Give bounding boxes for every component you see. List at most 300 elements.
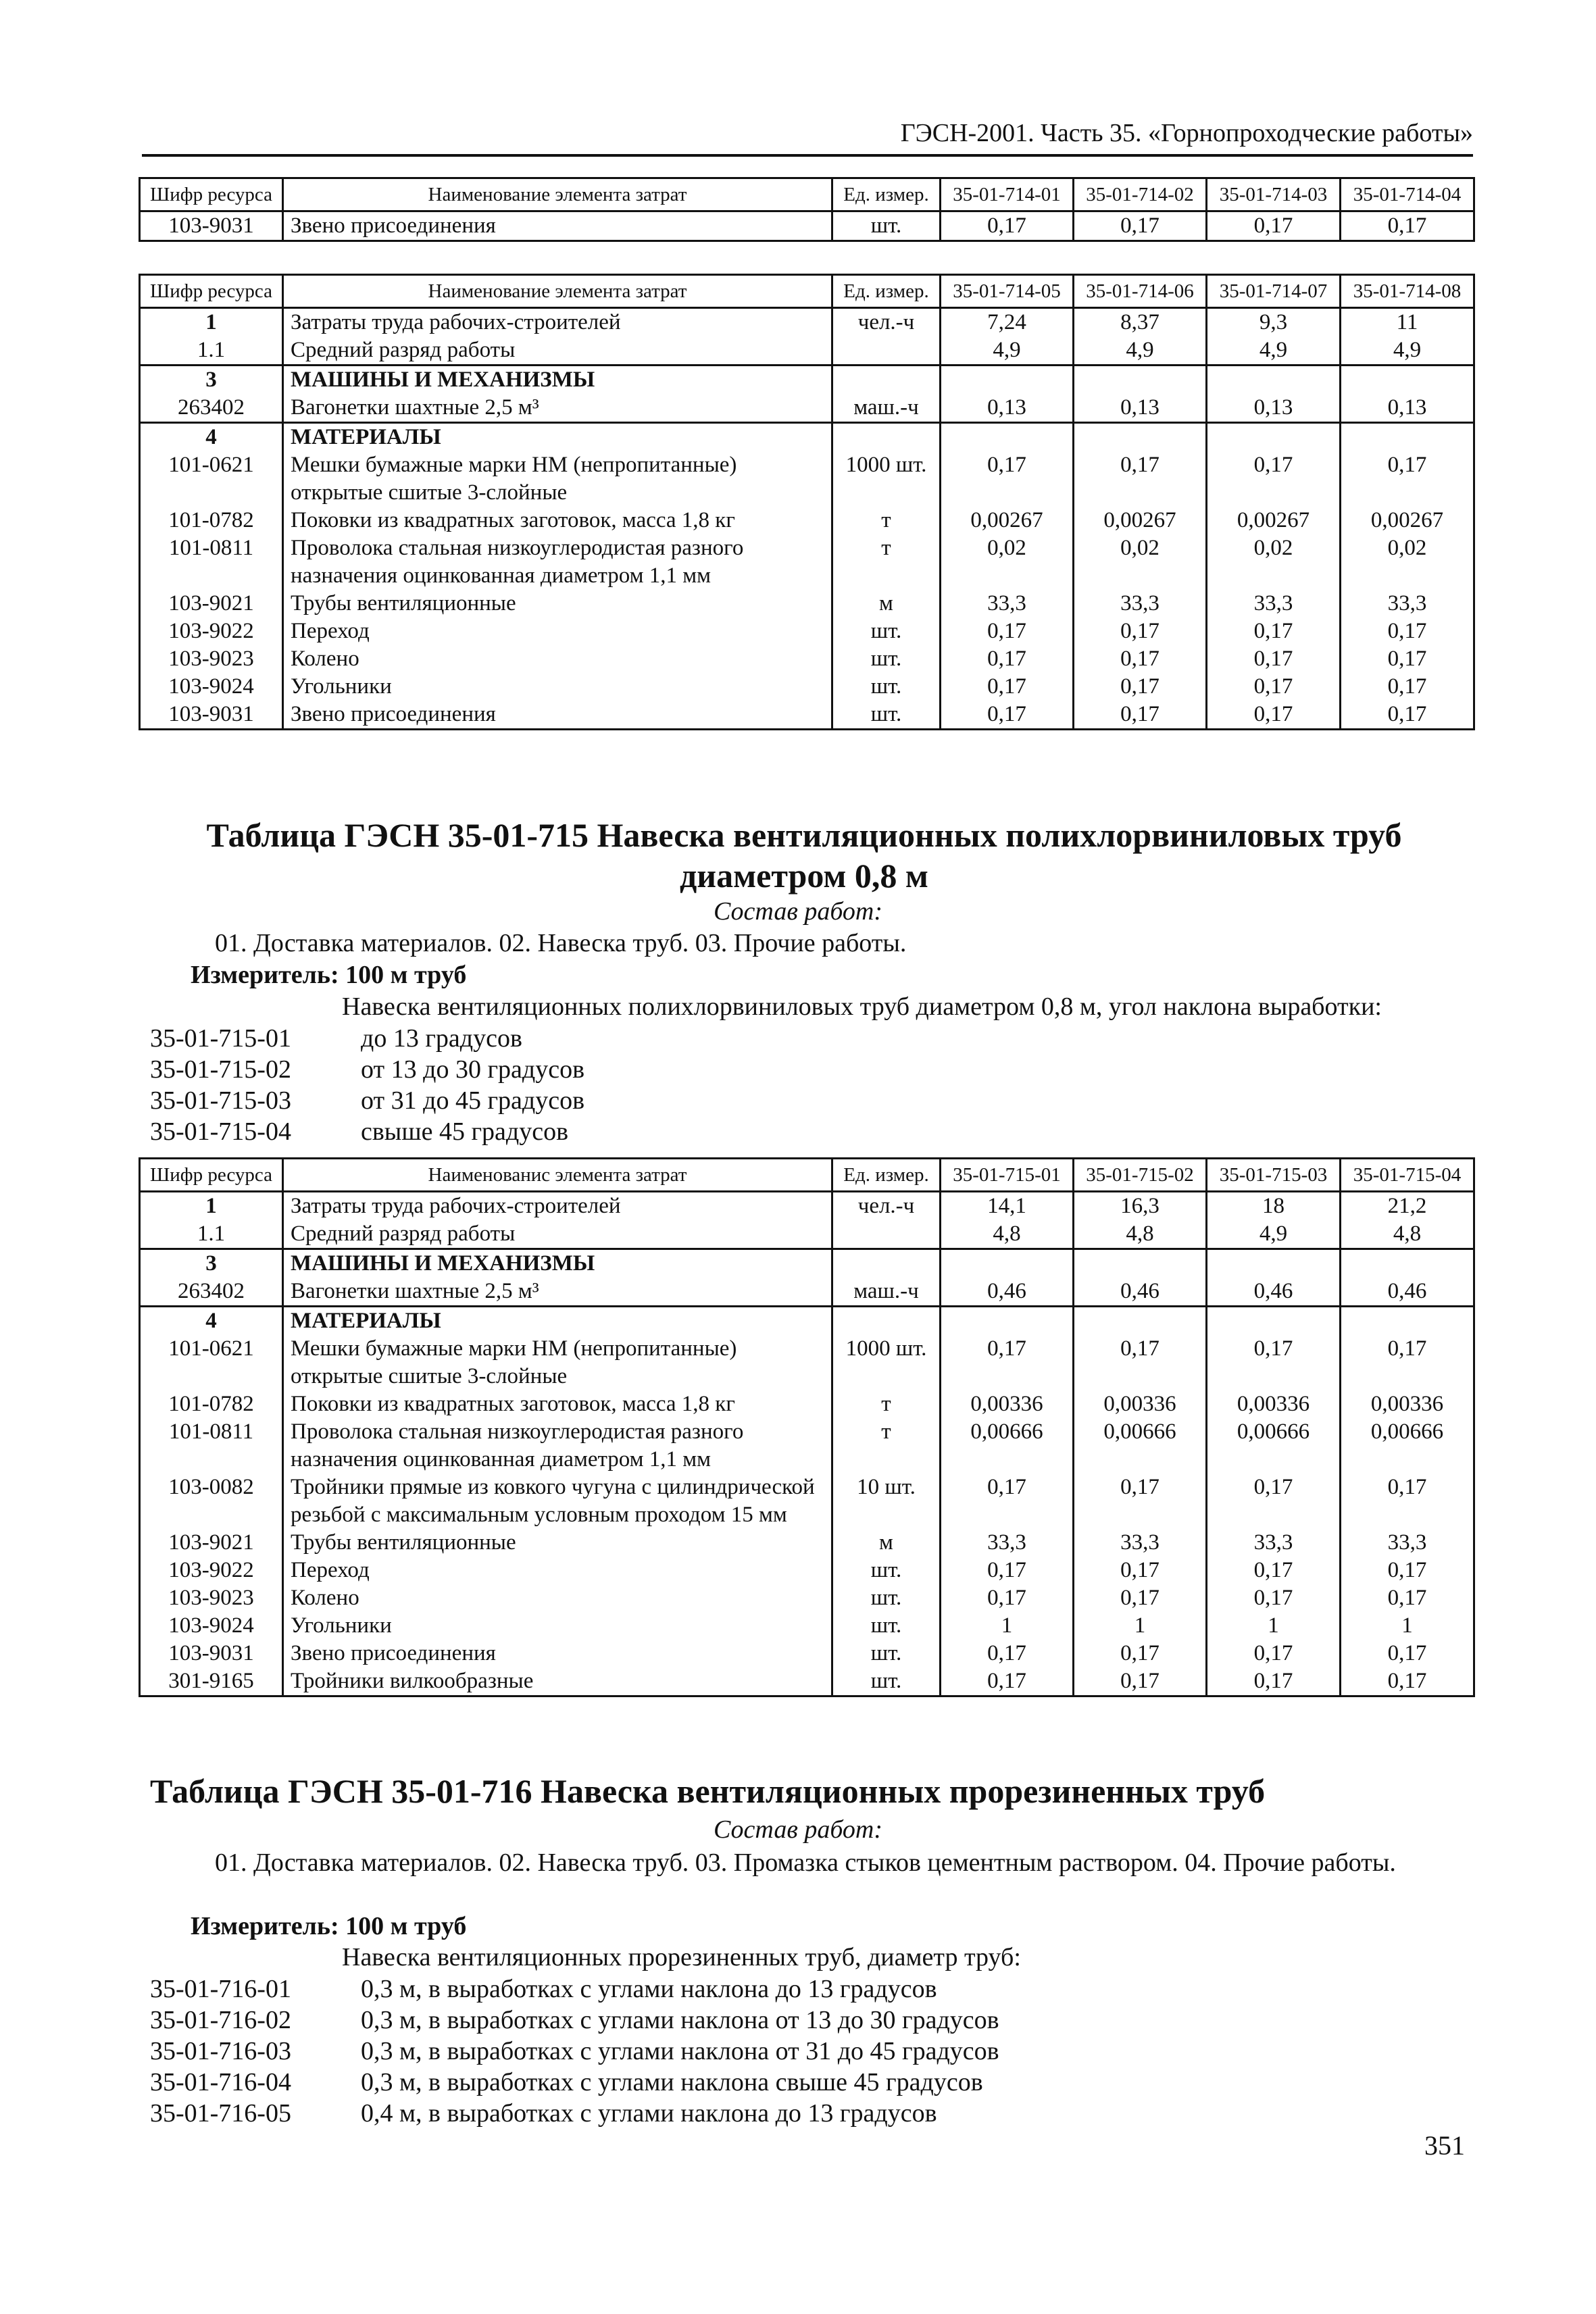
table-cell: шт.: [832, 1557, 941, 1584]
table-cell: 0,17: [941, 451, 1074, 507]
table-cell: 0,00267: [1074, 507, 1207, 534]
table-row: [140, 394, 1474, 423]
table-cell: Колено: [283, 1584, 832, 1612]
table-cell: 0,17: [1074, 618, 1207, 645]
table-cell: [941, 366, 1074, 395]
header-cell: 35-01-715-03: [1207, 1159, 1341, 1192]
header-cell: Шифр ресурса: [140, 1159, 283, 1192]
table-row: [140, 1192, 1474, 1221]
table-cell: 103-9023: [140, 1584, 283, 1612]
header-cell: 35-01-714-02: [1074, 178, 1207, 211]
table-cell: 33,3: [1207, 590, 1341, 618]
table-cell: т: [832, 534, 941, 590]
table-cell: шт.: [832, 673, 941, 701]
table-cell: 0,02: [1207, 534, 1341, 590]
table-cell: Колено: [283, 645, 832, 673]
table-row: [140, 1640, 1474, 1667]
table-cell: 1000 шт.: [832, 451, 941, 507]
item-text: 0,3 м, в выработках с углами наклона от 31 до 45 градусов: [361, 2037, 999, 2065]
table-714-part1: [139, 177, 1475, 242]
table-cell: МАТЕРИАЛЫ: [283, 423, 832, 452]
table-intro: Навеска вентиляционных полихлорвиниловых труб диаметром 0,8 м, угол наклона выработки:: [342, 992, 1382, 1021]
table-cell: [1207, 366, 1341, 395]
table-row: [140, 534, 1474, 590]
code-list-item: [150, 1116, 584, 1147]
table-cell: 21,2: [1341, 1192, 1474, 1221]
item-text: от 13 до 30 градусов: [361, 1055, 585, 1084]
table-cell: 1: [1074, 1612, 1207, 1640]
table-cell: [832, 366, 941, 395]
table-cell: 0,17: [1341, 645, 1474, 673]
table-cell: 0,17: [1207, 1335, 1341, 1390]
header-cell: 35-01-715-04: [1341, 1159, 1474, 1192]
table-cell: [1207, 1249, 1341, 1278]
table-cell: чел.-ч: [832, 308, 941, 337]
table-cell: 4: [140, 1307, 283, 1336]
header-cell: 35-01-714-07: [1207, 275, 1341, 308]
table-cell: [832, 1249, 941, 1278]
table-cell: 0,17: [941, 673, 1074, 701]
table-cell: Затраты труда рабочих-строителей: [283, 308, 832, 337]
table-cell: 4: [140, 423, 283, 452]
table-cell: 0,17: [941, 1335, 1074, 1390]
table-cell: 0,17: [1341, 1474, 1474, 1529]
table-cell: 0,02: [1074, 534, 1207, 590]
table-cell: шт.: [832, 1667, 941, 1696]
table-cell: Поковки из квадратных заготовок, масса 1,8 кг: [283, 1390, 832, 1418]
item-text: до 13 градусов: [361, 1024, 522, 1053]
table-cell: 10 шт.: [832, 1474, 941, 1529]
table-row: [140, 618, 1474, 645]
item-code: 35-01-715-02: [150, 1055, 291, 1084]
table-cell: 0,17: [1341, 211, 1474, 241]
item-code: 35-01-715-03: [150, 1086, 291, 1115]
table-cell: МАШИНЫ И МЕХАНИЗМЫ: [283, 366, 832, 395]
table-cell: 0,13: [941, 394, 1074, 423]
table-cell: [1341, 366, 1474, 395]
table-cell: 263402: [140, 1278, 283, 1307]
table-cell: 0,13: [1207, 394, 1341, 423]
table-cell: 0,17: [941, 1640, 1074, 1667]
table-cell: 103-9024: [140, 1612, 283, 1640]
table-cell: 0,00267: [941, 507, 1074, 534]
header-cell: Наименование элемента затрат: [283, 178, 832, 211]
table-row: [140, 308, 1474, 337]
table-cell: 0,17: [1074, 1584, 1207, 1612]
table-cell: 8,37: [1074, 308, 1207, 337]
item-code: 35-01-716-05: [150, 2099, 291, 2128]
code-list-716: [150, 1973, 999, 2129]
table-cell: 4,9: [941, 336, 1074, 366]
table-cell: 4,9: [1207, 1220, 1341, 1249]
table-cell: 3: [140, 1249, 283, 1278]
table-cell: 1: [1341, 1612, 1474, 1640]
table-cell: 0,17: [1207, 701, 1341, 730]
table-cell: Звено присоединения: [283, 211, 832, 241]
table-cell: шт.: [832, 618, 941, 645]
table-cell: шт.: [832, 1584, 941, 1612]
table-row: [140, 1390, 1474, 1418]
table-cell: шт.: [832, 701, 941, 730]
table-cell: 103-9031: [140, 701, 283, 730]
table-cell: т: [832, 507, 941, 534]
table-cell: 103-9023: [140, 645, 283, 673]
table-cell: т: [832, 1418, 941, 1474]
table-cell: Мешки бумажные марки НМ (непропитанные) открытые сшитые 3-слойные: [283, 1335, 832, 1390]
table-cell: 33,3: [1207, 1529, 1341, 1557]
table-cell: 0,17: [941, 1667, 1074, 1696]
table-row: [140, 1418, 1474, 1474]
table-cell: [941, 1307, 1074, 1336]
code-list-item: [150, 1023, 584, 1054]
table-cell: Угольники: [283, 673, 832, 701]
table-cell: шт.: [832, 645, 941, 673]
table-cell: 0,17: [1207, 451, 1341, 507]
table-row: [140, 1557, 1474, 1584]
table-cell: 1: [140, 1192, 283, 1221]
table-cell: 1: [140, 308, 283, 337]
table-cell: 0,17: [941, 1584, 1074, 1612]
header-cell: Ед. измер.: [832, 1159, 941, 1192]
table-cell: Звено присоединения: [283, 701, 832, 730]
table-cell: 11: [1341, 308, 1474, 337]
item-text: 0,3 м, в выработках с углами наклона свыше 45 градусов: [361, 2068, 983, 2096]
table-cell: 1.1: [140, 336, 283, 366]
table-cell: 0,17: [941, 211, 1074, 241]
table-row: [140, 1474, 1474, 1529]
table-row: [140, 1335, 1474, 1390]
table-cell: 103-9022: [140, 1557, 283, 1584]
header-cell: 35-01-714-04: [1341, 178, 1474, 211]
table-cell: 1000 шт.: [832, 1335, 941, 1390]
table-cell: Проволока стальная низкоуглеродистая разного назначения оцинкованная диаметром 1,1 мм: [283, 534, 832, 590]
table-cell: 4,8: [941, 1220, 1074, 1249]
table-cell: 0,17: [1074, 645, 1207, 673]
table-cell: 0,17: [1074, 1474, 1207, 1529]
table-cell: 0,17: [1207, 673, 1341, 701]
table-cell: 101-0621: [140, 451, 283, 507]
table-cell: 9,3: [1207, 308, 1341, 337]
table-cell: 0,17: [1074, 1557, 1207, 1584]
table-cell: 0,17: [1207, 645, 1341, 673]
table-cell: 0,00666: [1341, 1418, 1474, 1474]
table-cell: 33,3: [1341, 1529, 1474, 1557]
table-row: [140, 507, 1474, 534]
code-list-715: [150, 1023, 584, 1147]
table-cell: 4,8: [1074, 1220, 1207, 1249]
table-row: [140, 366, 1474, 395]
table-cell: шт.: [832, 211, 941, 241]
table-cell: Средний разряд работы: [283, 336, 832, 366]
table-cell: 0,17: [1074, 1667, 1207, 1696]
table-cell: м: [832, 1529, 941, 1557]
header-cell: Ед. измер.: [832, 275, 941, 308]
table-cell: [941, 423, 1074, 452]
table-715-title-line1: Таблица ГЭСН 35-01-715 Навеска вентиляционных полихлорвиниловых труб: [206, 816, 1402, 854]
table-row: [140, 1584, 1474, 1612]
table-cell: 0,17: [1074, 1640, 1207, 1667]
page-number: 351: [1424, 2130, 1465, 2161]
table-cell: Тройники прямые из ковкого чугуна с цилиндрической резьбой с максимальным условным проходом 15 мм: [283, 1474, 832, 1529]
table-cell: 0,17: [1341, 451, 1474, 507]
table-cell: 101-0811: [140, 1418, 283, 1474]
table-cell: 301-9165: [140, 1667, 283, 1696]
header-cell: 35-01-714-08: [1341, 275, 1474, 308]
table-715-title-line2: диаметром 0,8 м: [680, 857, 928, 895]
table-cell: 0,46: [941, 1278, 1074, 1307]
table-cell: 0,17: [1207, 1584, 1341, 1612]
table-cell: [1074, 366, 1207, 395]
header-cell: 35-01-715-02: [1074, 1159, 1207, 1192]
table-cell: чел.-ч: [832, 1192, 941, 1221]
table-716-title: Таблица ГЭСН 35-01-716 Навеска вентиляционных прорезиненных труб: [150, 1772, 1266, 1810]
table-cell: [941, 1249, 1074, 1278]
item-code: 35-01-716-01: [150, 1975, 291, 2003]
table-cell: 0,17: [1341, 1584, 1474, 1612]
table-row: [140, 645, 1474, 673]
table-cell: 0,17: [941, 1557, 1074, 1584]
work-composition-label: Состав работ:: [713, 897, 883, 926]
table-cell: 0,17: [1341, 1557, 1474, 1584]
header-cell: 35-01-714-03: [1207, 178, 1341, 211]
table-cell: [832, 1220, 941, 1249]
item-code: 35-01-716-04: [150, 2068, 291, 2096]
table-cell: 33,3: [941, 1529, 1074, 1557]
table-cell: МАТЕРИАЛЫ: [283, 1307, 832, 1336]
table-cell: 18: [1207, 1192, 1341, 1221]
table-cell: 0,46: [1341, 1278, 1474, 1307]
table-cell: 103-9021: [140, 1529, 283, 1557]
item-text: 0,3 м, в выработках с углами наклона от 13 до 30 градусов: [361, 2006, 999, 2034]
table-cell: 0,17: [1207, 1557, 1341, 1584]
table-cell: 7,24: [941, 308, 1074, 337]
item-code: 35-01-716-03: [150, 2037, 291, 2065]
table-cell: 1.1: [140, 1220, 283, 1249]
table-cell: [832, 1307, 941, 1336]
table-cell: маш.-ч: [832, 394, 941, 423]
table-row: [140, 1249, 1474, 1278]
table-cell: 0,00666: [1207, 1418, 1341, 1474]
item-code: 35-01-715-04: [150, 1117, 291, 1146]
table-cell: Вагонетки шахтные 2,5 м³: [283, 1278, 832, 1307]
table-cell: 0,00267: [1207, 507, 1341, 534]
code-list-item: [150, 2098, 999, 2129]
table-cell: 0,02: [941, 534, 1074, 590]
table-cell: Проволока стальная низкоуглеродистая разного назначения оцинкованная диаметром 1,1 мм: [283, 1418, 832, 1474]
table-cell: 0,17: [1341, 618, 1474, 645]
table-cell: 0,17: [1207, 618, 1341, 645]
table-cell: Средний разряд работы: [283, 1220, 832, 1249]
table-cell: 0,17: [1207, 211, 1341, 241]
table-cell: 0,13: [1341, 394, 1474, 423]
table-cell: 0,17: [1341, 1640, 1474, 1667]
table-cell: 103-9024: [140, 673, 283, 701]
item-code: 35-01-716-02: [150, 2006, 291, 2034]
table-cell: [1341, 1307, 1474, 1336]
header-cell: Шифр ресурса: [140, 275, 283, 308]
table-cell: 1: [1207, 1612, 1341, 1640]
table-row: [140, 451, 1474, 507]
table-cell: [1074, 1249, 1207, 1278]
table-intro-716: Навеска вентиляционных прорезиненных труб, диаметр труб:: [342, 1943, 1021, 1971]
table-cell: 0,17: [1341, 701, 1474, 730]
table-cell: 0,00336: [1207, 1390, 1341, 1418]
table-cell: 16,3: [1074, 1192, 1207, 1221]
table-cell: 33,3: [1341, 590, 1474, 618]
item-code: 35-01-715-01: [150, 1024, 291, 1053]
table-cell: 0,17: [1207, 1474, 1341, 1529]
table-cell: Мешки бумажные марки НМ (непропитанные) открытые сшитые 3-слойные: [283, 451, 832, 507]
table-row: [140, 590, 1474, 618]
item-text: 0,3 м, в выработках с углами наклона до 13 градусов: [361, 1975, 937, 2003]
code-list-item: [150, 2036, 999, 2067]
header-cell: Ед. измер.: [832, 178, 941, 211]
table-cell: 101-0782: [140, 507, 283, 534]
table-cell: 103-9021: [140, 590, 283, 618]
table-cell: Трубы вентиляционные: [283, 1529, 832, 1557]
table-cell: м: [832, 590, 941, 618]
header-row: [140, 275, 1474, 308]
table-cell: [1341, 1249, 1474, 1278]
table-cell: 103-9022: [140, 618, 283, 645]
table-cell: 0,17: [941, 1474, 1074, 1529]
table-cell: 33,3: [1074, 590, 1207, 618]
table-cell: 0,17: [1074, 1335, 1207, 1390]
code-list-item: [150, 1085, 584, 1116]
table-cell: 0,00336: [1341, 1390, 1474, 1418]
table-cell: [1074, 423, 1207, 452]
table-cell: т: [832, 1390, 941, 1418]
table-cell: 0,00336: [941, 1390, 1074, 1418]
table-cell: Затраты труда рабочих-строителей: [283, 1192, 832, 1221]
table-cell: 0,00666: [1074, 1418, 1207, 1474]
table-cell: 0,02: [1341, 534, 1474, 590]
table-cell: 0,17: [941, 618, 1074, 645]
table-cell: [832, 336, 941, 366]
code-list-item: [150, 1054, 584, 1085]
table-cell: 103-0082: [140, 1474, 283, 1529]
table-cell: 0,17: [1341, 1667, 1474, 1696]
header-cell: 35-01-714-05: [941, 275, 1074, 308]
table-cell: 0,17: [1207, 1667, 1341, 1696]
table-cell: 4,9: [1074, 336, 1207, 366]
table-cell: Переход: [283, 618, 832, 645]
table-row: [140, 211, 1474, 241]
table-cell: 103-9031: [140, 1640, 283, 1667]
table-cell: Угольники: [283, 1612, 832, 1640]
header-cell: Шифр ресурса: [140, 178, 283, 211]
table-cell: маш.-ч: [832, 1278, 941, 1307]
table-row: [140, 336, 1474, 366]
table-cell: Переход: [283, 1557, 832, 1584]
table-row: [140, 1220, 1474, 1249]
table-715: [139, 1157, 1475, 1697]
table-cell: [1341, 423, 1474, 452]
table-cell: Вагонетки шахтные 2,5 м³: [283, 394, 832, 423]
table-row: [140, 673, 1474, 701]
table-cell: 0,17: [1074, 451, 1207, 507]
table-row: [140, 1612, 1474, 1640]
table-cell: 4,8: [1341, 1220, 1474, 1249]
table-714-part2: [139, 274, 1475, 730]
table-row: [140, 701, 1474, 730]
table-row: [140, 1307, 1474, 1336]
table-cell: 263402: [140, 394, 283, 423]
item-text: 0,4 м, в выработках с углами наклона до 13 градусов: [361, 2099, 937, 2128]
work-composition-label-716: Состав работ:: [713, 1815, 883, 1844]
table-cell: 0,17: [1341, 1335, 1474, 1390]
table-cell: [1074, 1307, 1207, 1336]
table-cell: 0,17: [1207, 1640, 1341, 1667]
table-cell: 0,00336: [1074, 1390, 1207, 1418]
table-cell: 0,17: [1341, 673, 1474, 701]
table-cell: шт.: [832, 1640, 941, 1667]
measure-unit-716: Измеритель: 100 м труб: [191, 1912, 467, 1940]
header-cell: Наименование элемента затрат: [283, 275, 832, 308]
table-cell: 0,00267: [1341, 507, 1474, 534]
table-cell: 103-9031: [140, 211, 283, 241]
table-cell: Тройники вилкообразные: [283, 1667, 832, 1696]
table-cell: 0,17: [1074, 701, 1207, 730]
table-row: [140, 423, 1474, 452]
table-cell: 101-0621: [140, 1335, 283, 1390]
code-list-item: [150, 2067, 999, 2098]
table-cell: 0,46: [1207, 1278, 1341, 1307]
header-cell: 35-01-715-01: [941, 1159, 1074, 1192]
table-cell: Поковки из квадратных заготовок, масса 1,8 кг: [283, 507, 832, 534]
running-header: ГЭСН-2001. Часть 35. «Горнопроходческие работы»: [142, 115, 1473, 157]
table-cell: 4,9: [1207, 336, 1341, 366]
table-cell: [832, 423, 941, 452]
header-cell: Наименованис элемента затрат: [283, 1159, 832, 1192]
table-row: [140, 1529, 1474, 1557]
table-cell: [1207, 1307, 1341, 1336]
table-cell: 0,13: [1074, 394, 1207, 423]
table-cell: 101-0782: [140, 1390, 283, 1418]
header-row: [140, 1159, 1474, 1192]
table-cell: 101-0811: [140, 534, 283, 590]
table-cell: 0,00666: [941, 1418, 1074, 1474]
code-list-item: [150, 1973, 999, 2005]
table-cell: 0,17: [941, 645, 1074, 673]
table-cell: [1207, 423, 1341, 452]
table-cell: 14,1: [941, 1192, 1074, 1221]
table-cell: Трубы вентиляционные: [283, 590, 832, 618]
table-cell: 33,3: [941, 590, 1074, 618]
item-text: от 31 до 45 градусов: [361, 1086, 585, 1115]
table-cell: 0,17: [941, 701, 1074, 730]
table-cell: шт.: [832, 1612, 941, 1640]
header-cell: 35-01-714-01: [941, 178, 1074, 211]
work-composition-text: 01. Доставка материалов. 02. Навеска труб. 03. Прочие работы.: [215, 929, 907, 957]
header-row: [140, 178, 1474, 211]
code-list-item: [150, 2005, 999, 2036]
header-cell: 35-01-714-06: [1074, 275, 1207, 308]
table-cell: МАШИНЫ И МЕХАНИЗМЫ: [283, 1249, 832, 1278]
table-cell: 1: [941, 1612, 1074, 1640]
table-cell: 3: [140, 366, 283, 395]
table-cell: Звено присоединения: [283, 1640, 832, 1667]
item-text: свыше 45 градусов: [361, 1117, 569, 1146]
work-composition-text-716: 01. Доставка материалов. 02. Навеска труб. 03. Промазка стыков цементным раствором. 04. Прочие работы.: [215, 1848, 1396, 1877]
measure-unit: Измеритель: 100 м труб: [191, 961, 467, 989]
table-cell: 4,9: [1341, 336, 1474, 366]
table-cell: 0,17: [1074, 673, 1207, 701]
table-row: [140, 1278, 1474, 1307]
table-cell: 0,17: [1074, 211, 1207, 241]
table-row: [140, 1667, 1474, 1696]
table-cell: 33,3: [1074, 1529, 1207, 1557]
